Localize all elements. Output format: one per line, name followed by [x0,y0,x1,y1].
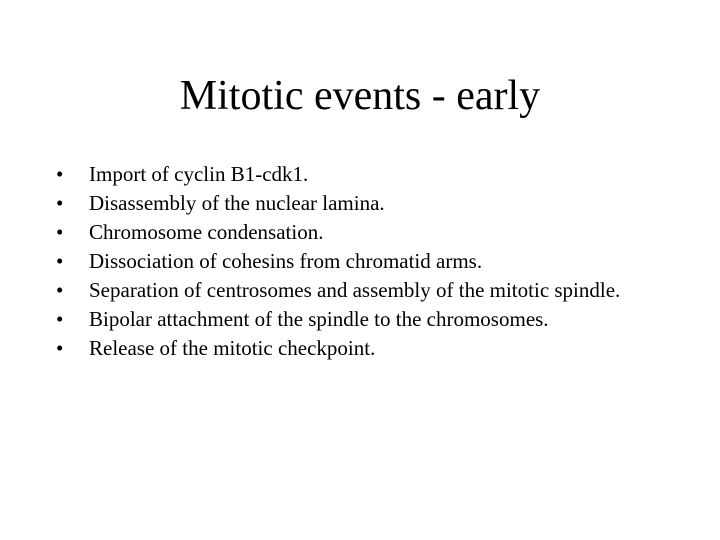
bullet-text: Chromosome condensation. [89,220,324,244]
bullet-text: Disassembly of the nuclear lamina. [89,191,385,215]
slide-title: Mitotic events - early [179,73,541,119]
bullet-list [0,160,720,363]
bullet-item [0,276,700,305]
bullet-text: Separation of centrosomes and assembly of the mitotic spindle. [89,278,621,302]
bullet-item [0,305,700,334]
bullet-item [0,334,700,363]
bullet-dot-icon: • [56,220,64,244]
bullet-item [0,160,700,189]
bullet-item [0,247,700,276]
bullet-item [0,189,700,218]
bullet-text: Import of cyclin B1-cdk1. [89,162,309,186]
bullet-dot-icon: • [56,191,64,215]
bullet-text: Bipolar attachment of the spindle to the chromosomes. [89,307,549,331]
bullet-text: Dissociation of cohesins from chromatid arms. [89,249,483,273]
bullet-dot-icon: • [56,278,64,302]
bullet-text: Release of the mitotic checkpoint. [89,336,376,360]
bullet-dot-icon: • [56,336,64,360]
bullet-dot-icon: • [56,307,64,331]
bullet-item [0,218,700,247]
bullet-dot-icon: • [56,249,64,273]
bullet-dot-icon: • [56,162,64,186]
